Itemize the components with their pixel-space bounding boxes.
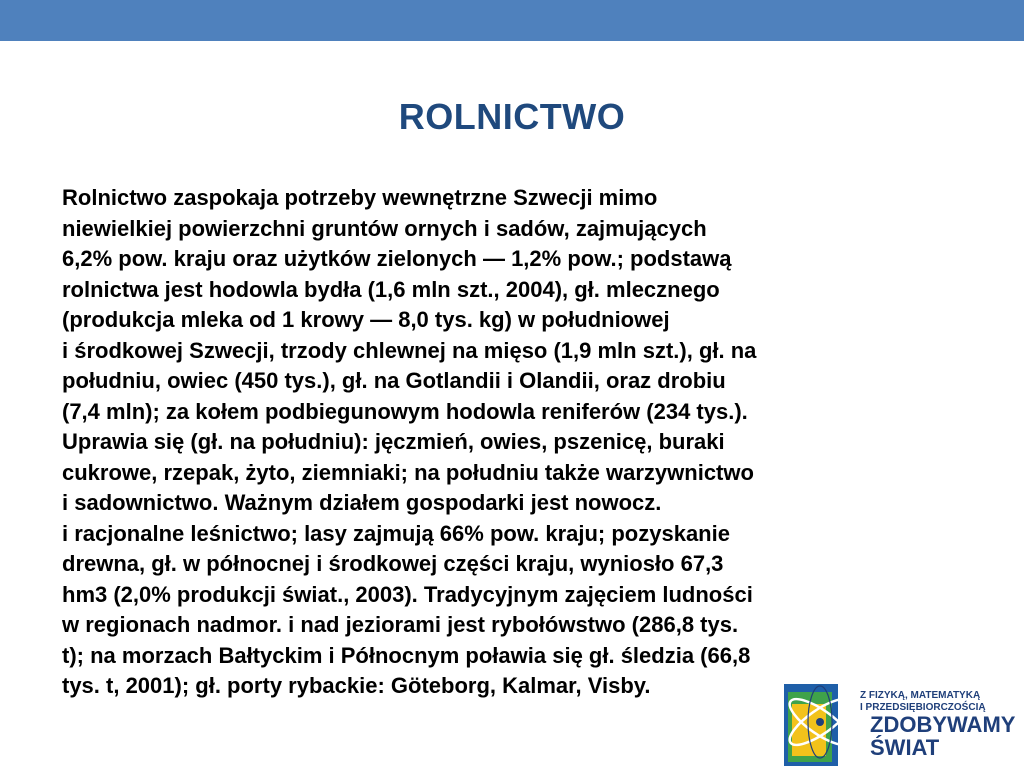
logo-line-4: ŚWIAT bbox=[870, 735, 940, 760]
logo-line-2: I PRZEDSIĘBIORCZOŚCIĄ bbox=[860, 702, 986, 713]
atom-logo-icon bbox=[782, 682, 862, 768]
body-line: i racjonalne leśnictwo; lasy zajmują 66% pow. kraju; pozyskanie bbox=[62, 520, 730, 546]
logo-line-3: ZDOBYWAMY bbox=[870, 712, 1016, 737]
body-line: Rolnictwo zaspokaja potrzeby wewnętrzne Szwecji mimo bbox=[62, 185, 658, 210]
body-line: niewielkiej powierzchni gruntów ornych i sadów, zajmujących bbox=[62, 215, 707, 241]
project-logo bbox=[782, 682, 1024, 768]
body-line: hm3 (2,0% produkcji świat., 2003). Tradycyjnym zajęciem ludności bbox=[62, 581, 753, 607]
body-line: 6,2% pow. kraju oraz użytków zielonych — 1,2% pow.; podstawą bbox=[62, 246, 732, 271]
body-line: t); na morzach Bałtyckim i Północnym poławia się gł. śledzia (66,8 bbox=[62, 642, 751, 668]
logo-line-1: Z FIZYKĄ, MATEMATYKĄ bbox=[860, 690, 981, 701]
body-line: drewna, gł. w północnej i środkowej części kraju, wyniosło 67,3 bbox=[62, 551, 724, 576]
body-line: (7,4 mln); za kołem podbiegunowym hodowla reniferów (234 tys.). bbox=[62, 398, 748, 424]
slide-body-text bbox=[62, 183, 962, 702]
logo-tagline bbox=[860, 690, 986, 714]
logo-wordmark bbox=[870, 713, 1015, 759]
body-line: (produkcja mleka od 1 krowy — 8,0 tys. kg) w południowej bbox=[62, 307, 670, 332]
body-line: tys. t, 2001); gł. porty rybackie: Göteborg, Kalmar, Visby. bbox=[62, 673, 651, 698]
body-line: południu, owiec (450 tys.), gł. na Gotlandii i Olandii, oraz drobiu bbox=[62, 368, 726, 393]
body-line: rolnictwa jest hodowla bydła (1,6 mln szt., 2004), gł. mlecznego bbox=[62, 276, 720, 302]
slide-title: ROLNICTWO bbox=[398, 96, 626, 137]
body-line: i sadownictwo. Ważnym działem gospodarki jest nowocz. bbox=[62, 490, 662, 515]
body-line: Uprawia się (gł. na południu): jęczmień, owies, pszenicę, buraki bbox=[62, 429, 725, 454]
body-line: cukrowe, rzepak, żyto, ziemniaki; na południu także warzywnictwo bbox=[62, 459, 754, 485]
top-accent-bar bbox=[0, 0, 1024, 41]
body-line: i środkowej Szwecji, trzody chlewnej na mięso (1,9 mln szt.), gł. na bbox=[62, 337, 757, 363]
body-line: w regionach nadmor. i nad jeziorami jest rybołówstwo (286,8 tys. bbox=[62, 612, 739, 637]
